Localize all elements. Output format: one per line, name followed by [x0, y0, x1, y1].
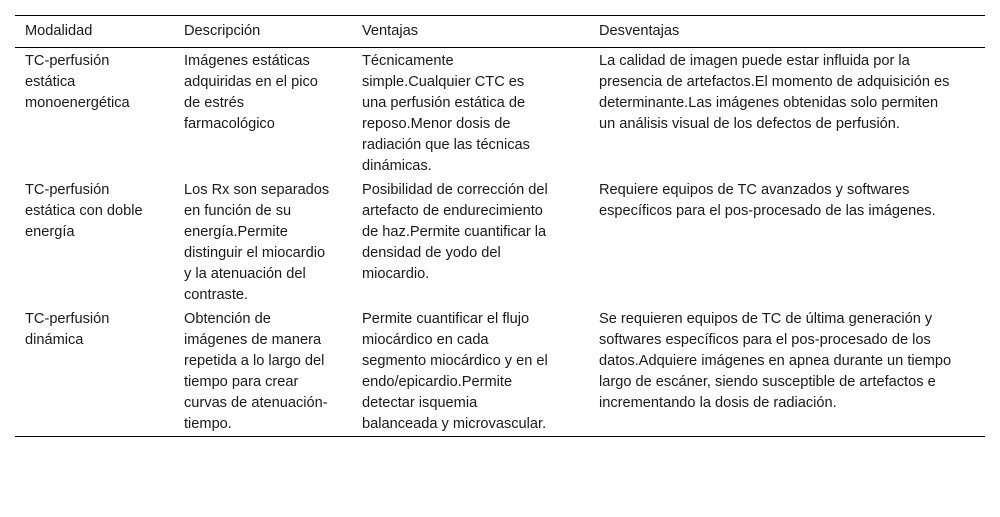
header-desventajas: Desventajas — [599, 23, 680, 39]
cell-descripcion: Imágenes estáticas adquiridas en el pico de estrés farmacológico — [184, 53, 318, 132]
cell-modalidad: TC-perfusión estática con doble energía — [25, 182, 143, 240]
table-row — [15, 48, 985, 179]
table-header — [15, 16, 985, 48]
table-row — [15, 178, 985, 307]
cell-ventajas: Posibilidad de corrección del artefacto de endurecimiento de haz.Permite cuantificar la densidad de yodo del miocardio. — [362, 182, 548, 282]
cell-ventajas: Permite cuantificar el flujo miocárdico en cada segmento miocárdico y en el endo/epicardio.Permite detectar isquemia balanceada y microvascular. — [362, 311, 548, 432]
header-row — [15, 16, 985, 48]
cell-modalidad: TC-perfusión estática monoenergética — [25, 53, 130, 111]
table-body — [15, 48, 985, 437]
header-ventajas: Ventajas — [362, 23, 418, 39]
cell-modalidad: TC-perfusión dinámica — [25, 311, 110, 348]
cell-descripcion: Los Rx son separados en función de su energía.Permite distinguir el miocardio y la atenuación del contraste. — [184, 182, 330, 303]
header-modalidad: Modalidad — [25, 23, 93, 39]
cell-ventajas: Técnicamente simple.Cualquier CTC es una perfusión estática de reposo.Menor dosis de radiación que las técnicas dinámicas. — [362, 53, 530, 174]
table-row — [15, 307, 985, 437]
header-descripcion: Descripción — [184, 23, 261, 39]
comparison-table — [15, 15, 985, 437]
cell-desventajas: Se requieren equipos de TC de última generación y softwares específicos para el pos-procesado de los datos.Adquiere imágenes en apnea durante un tiempo largo de escáner, siendo susceptible de artefactos e incrementando la dosis de radiación. — [599, 311, 952, 411]
cell-descripcion: Obtención de imágenes de manera repetida a lo largo del tiempo para crear curvas de atenuación-tiempo. — [184, 311, 328, 432]
cell-desventajas: La calidad de imagen puede estar influida por la presencia de artefactos.El momento de adquisición es determinante.Las imágenes obtenidas solo permiten un análisis visual de los defectos de perfusión. — [599, 53, 950, 132]
cell-desventajas: Requiere equipos de TC avanzados y softwares específicos para el pos-procesado de las imágenes. — [599, 182, 936, 219]
comparison-table-container — [15, 15, 985, 437]
